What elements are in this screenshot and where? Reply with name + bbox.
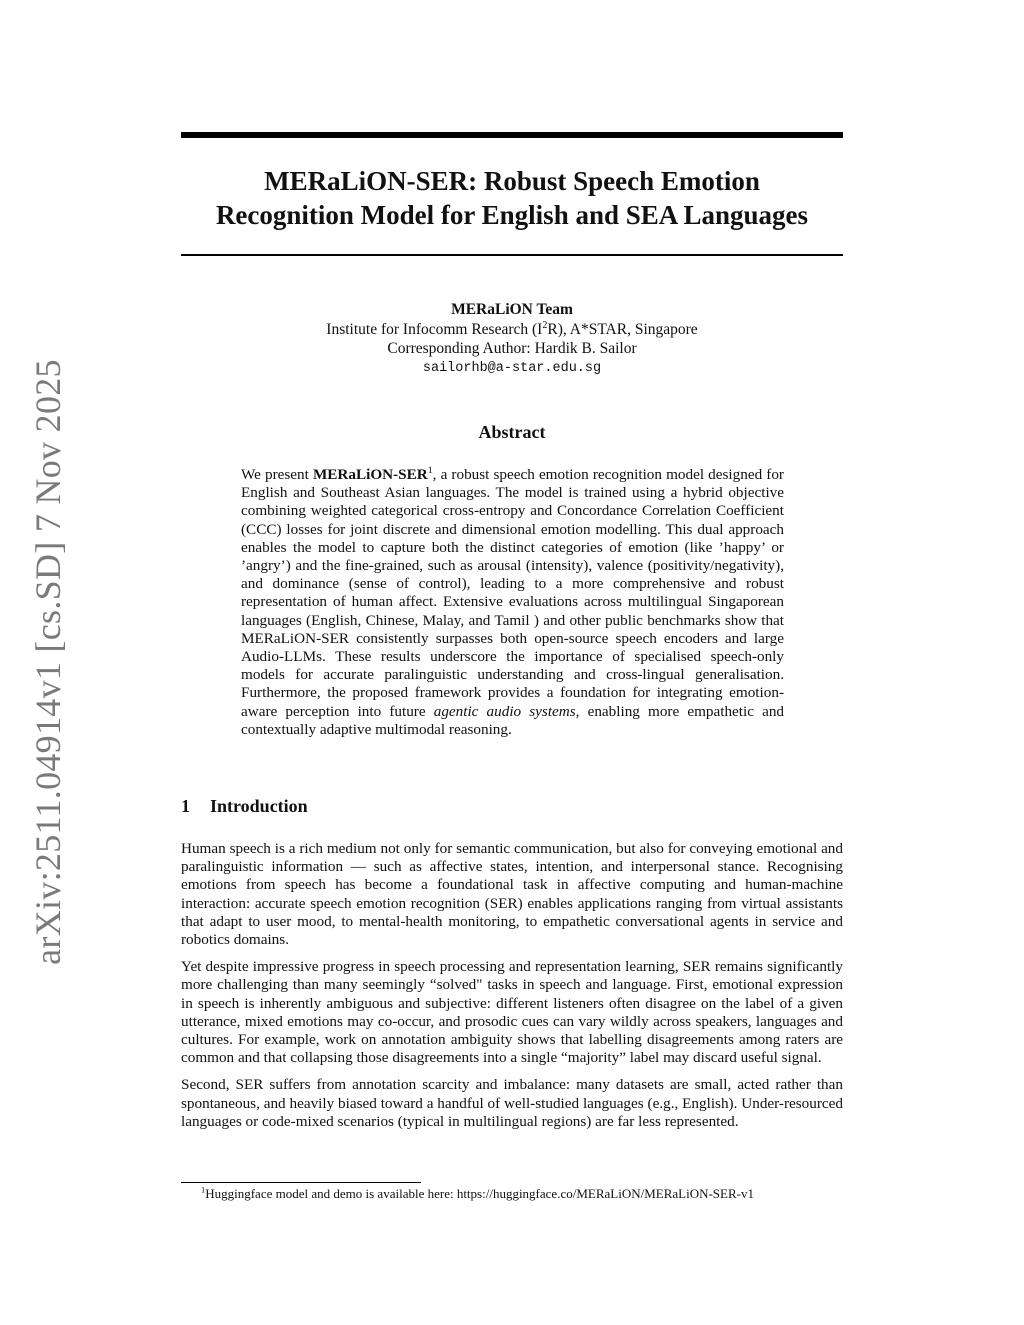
paragraph: Human speech is a rich medium not only for semantic communication, but also for conveying emotional and paralinguistic information — such as affective states, intention, and interpersonal stance. Recognising emotions from speech has become a foundational task in affective computing and human-machine interaction: accurate speech emotion recognition (SER) enables applications ranging from virtual assistants that adapt to user mood, to mental-health monitoring, to empathetic conversational agents in service and robotics domains.: [181, 840, 843, 949]
affiliation-suffix: R), A*STAR, Singapore: [547, 320, 698, 338]
section-number: 1: [181, 796, 190, 816]
corresponding-author: Corresponding Author: Hardik B. Sailor: [387, 340, 637, 357]
abstract-model-name: MERaLiON-SER: [312, 466, 428, 483]
affiliation-superscript: 2: [542, 319, 548, 331]
title-top-rule: [181, 132, 843, 138]
footnote-line: [181, 1186, 843, 1202]
introduction-body: [181, 840, 843, 1140]
paper-title: [181, 164, 843, 232]
title-line-2: Recognition Model for English and SEA Languages: [215, 200, 809, 230]
arxiv-identifier: arXiv:2511.04914v1 [cs.SD] 7 Nov 2025: [28, 359, 68, 965]
section-heading: [181, 796, 308, 817]
abstract-heading: Abstract: [478, 422, 546, 442]
paragraph: Yet despite impressive progress in speech processing and representation learning, SER remains significantly more challenging than many seemingly “solved" tasks in speech and language. First, emotional expression in speech is inherently ambiguous and subjective: different listeners often disagree on the label of a given utterance, mixed emotions may co-occur, and prosodic cues can vary wildly across speakers, languages and cultures. For example, work on annotation ambiguity shows that labelling disagreements among raters are common and that collapsing those disagreements into a single “majority” label may discard useful signal.: [181, 958, 843, 1067]
author-team: MERaLiON Team: [451, 301, 573, 318]
abstract-intro: We present: [241, 466, 313, 483]
footnote: [181, 1186, 843, 1202]
paragraph: Second, SER suffers from annotation scarcity and imbalance: many datasets are small, acted rather than spontaneous, and heavily biased toward a handful of well-studied languages (e.g., English). Under-resourced languages or code-mixed scenarios (typical in multilingual regions) are far less represented.: [181, 1076, 843, 1130]
abstract-body: , a robust speech emotion recognition model designed for English and Southeast Asian languages. The model is trained using a hybrid objective combining weighted categorical cross-entropy and Concordance Correlation Coefficient (CCC) losses for joint discrete and dimensional emotion modelling. This dual approach enables the model to capture both the distinct categories of emotion (like ’happy’ or ’angry’) and the fine-grained, such as arousal (intensity), valence (positivity/negativity), and dominance (sense of control), leading to a more comprehensive and robust representation of human affect. Extensive evaluations across multilingual Singaporean languages (English, Chinese, Malay, and Tamil ) and other public benchmarks show that MERaLiON-SER consistently surpasses both open-source speech encoders and large Audio-LLMs. These results underscore the importance of specialised speech-only models for accurate paralinguistic understanding and cross-lingual generalisation. Furthermore, the proposed framework provides a foundation for integrating emotion-aware perception into future: [241, 466, 784, 720]
footnote-number: 1: [201, 1184, 206, 1195]
author-block: [181, 300, 843, 378]
abstract-italic-term: agentic audio systems: [433, 702, 576, 720]
author-email: sailorhb@a-star.edu.sg: [422, 360, 602, 376]
affiliation-prefix: Institute for Infocomm Research (I: [326, 320, 543, 338]
author-affiliation: [181, 320, 843, 340]
title-bottom-rule: [181, 254, 843, 256]
section-title: Introduction: [210, 796, 308, 816]
abstract-ending: , enabling more empathetic and contextually adaptive multimodal reasoning.: [241, 702, 785, 738]
footnote-mark: 1: [427, 464, 433, 476]
abstract-text: [241, 466, 784, 739]
footnote-text: Huggingface model and demo is available here: https://huggingface.co/MERaLiON/MERaLiON-SER-v1: [205, 1186, 754, 1201]
footnote-rule: [181, 1182, 421, 1183]
title-line-1: MERaLiON-SER: Robust Speech Emotion: [264, 166, 760, 196]
